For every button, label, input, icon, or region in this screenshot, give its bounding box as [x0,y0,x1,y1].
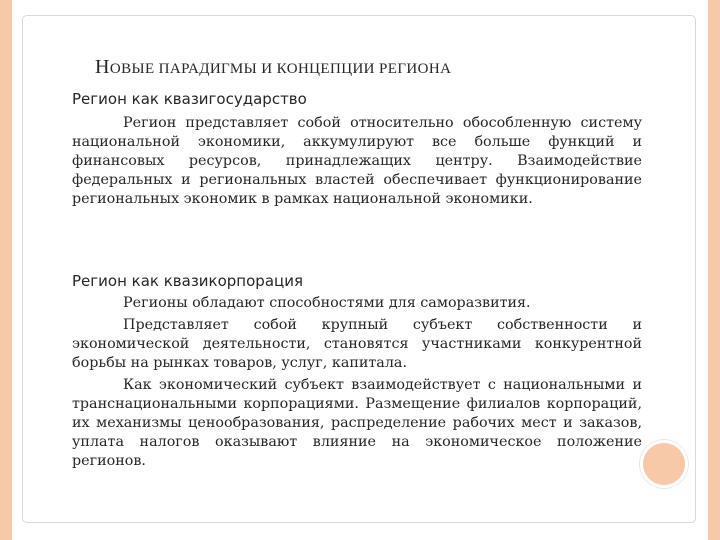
paragraph: Представляет собой крупный субъект собственности и экономической деятельности, становятся участниками конкурентной борьбы на рынках товаров, услуг, капитала. [72,317,642,371]
slide-title [95,56,451,79]
section-heading-quasi-corporation: Регион как квазикорпорация [72,272,303,290]
section-body-quasi-corporation [72,294,642,471]
section-heading-quasi-state: Регион как квазигосударство [72,90,307,108]
paragraph: Регионы обладают способностями для саморазвития. [123,295,531,311]
right-decorative-border [708,0,720,540]
left-decorative-border [0,0,12,540]
slide-title-rest: ОВЫЕ ПАРАДИГМЫ И КОНЦЕПЦИИ РЕГИОНА [109,61,452,77]
slide-title-first-letter: Н [95,56,110,78]
corner-decorative-circle [640,440,688,488]
paragraph: Как экономический субъект взаимодействует с национальными и транснациональными корпорациями. Размещение филиалов корпораций, их механизмы ценообразования, распределение рабочих мест и заказов, уплата налогов оказывают влияние на экономическое положение регионов. [72,377,642,469]
section-body-quasi-state [72,114,642,209]
paragraph: Регион представляет собой относительно обособленную систему национальной экономики, аккумулируют все больше функций и финансовых ресурсов, принадлежащих центру. Взаимодействие федеральных и региональных властей обеспечивает функционирование региональных экономик в рамках национальной экономики. [72,115,642,207]
